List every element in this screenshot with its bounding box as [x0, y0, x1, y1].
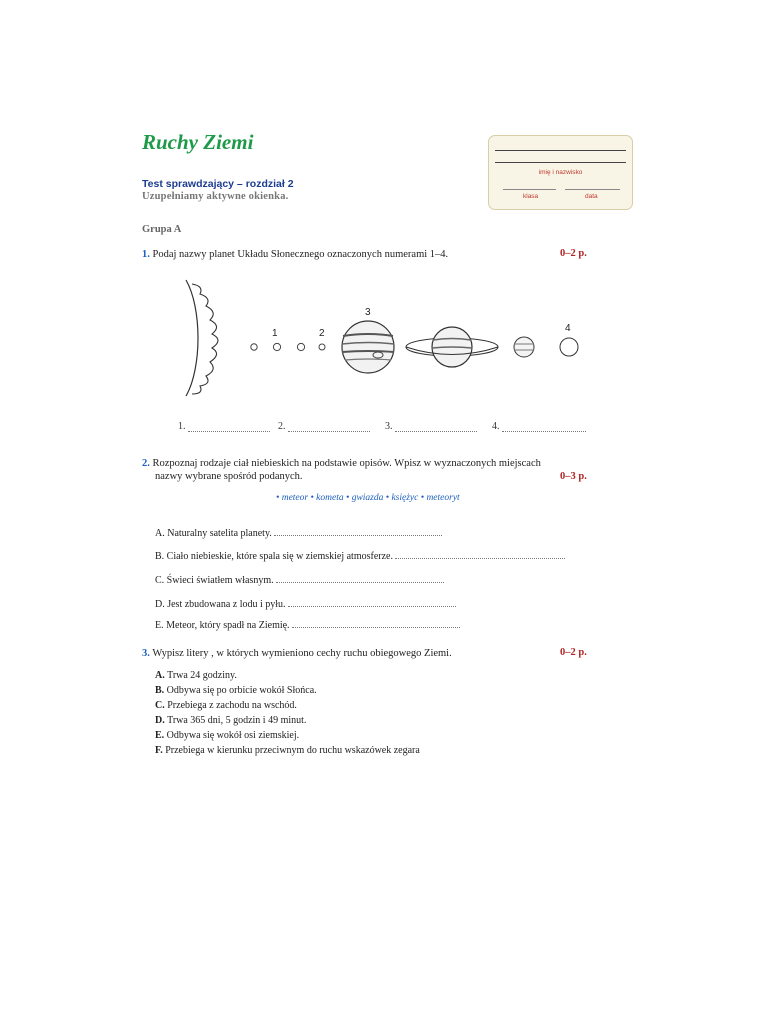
answer-4: [492, 421, 586, 432]
q2-item-c-field[interactable]: [276, 572, 444, 583]
q2-item-a: [155, 525, 442, 539]
group-label: Grupa A: [142, 224, 182, 235]
option-gwiazda: gwiazda: [351, 493, 384, 503]
date-line[interactable]: [565, 189, 620, 190]
option-meteoryt: meteoryt: [426, 493, 460, 503]
q2-item-b: [155, 548, 565, 562]
answer-4-field[interactable]: [502, 421, 586, 432]
question-1-points: 0–2 p.: [560, 248, 587, 259]
q2-item-a-field[interactable]: [274, 525, 442, 536]
page-title: Ruchy Ziemi: [142, 130, 254, 154]
q3-item-f-text: Przebiega w kierunku przeciwnym do ruchu wskazówek zegara: [165, 745, 420, 756]
class-label: klasa: [523, 193, 539, 200]
name-line-2[interactable]: [495, 162, 626, 163]
question-1: [142, 248, 448, 262]
answer-2: [278, 421, 370, 432]
q2-item-b-text: B. Ciało niebieskie, które spala się w ziemskiej atmosferze.: [155, 551, 393, 562]
q3-item-a-text: Trwa 24 godziny.: [167, 670, 237, 681]
question-1-text: Podaj nazwy planet Układu Słonecznego oznaczonych numerami 1–4.: [152, 249, 449, 260]
planet-mars: [319, 344, 325, 350]
q2-item-e: [155, 617, 460, 631]
solar-system-illustration: [170, 278, 600, 398]
planet-label-1: 1: [272, 328, 278, 339]
question-3-number: 3.: [142, 648, 150, 659]
question-2: [142, 457, 541, 471]
planet-saturn: [406, 327, 498, 367]
q3-item-f[interactable]: [155, 745, 420, 756]
q2-item-d-text: D. Jest zbudowana z lodu i pyłu.: [155, 599, 286, 610]
instruction-text: Uzupełniamy aktywne okienka.: [142, 191, 289, 202]
planet-label-3: 3: [365, 307, 371, 318]
word-bank: • meteor • kometa • gwiazda • księżyc • meteoryt: [276, 493, 460, 503]
q3-item-c[interactable]: [155, 700, 297, 711]
planet-label-4: 4: [565, 323, 571, 334]
sun-corona: [192, 284, 218, 394]
question-3-points: 0–2 p.: [560, 647, 587, 658]
q3-item-d[interactable]: [155, 715, 306, 726]
date-label: data: [585, 193, 598, 200]
sun-edge: [186, 280, 198, 396]
answer-1-field[interactable]: [188, 421, 270, 432]
question-2-text-line1: Rozpoznaj rodzaje ciał niebieskich na podstawie opisów. Wpisz w wyznaczonych miejscach: [152, 458, 541, 469]
planet-jupiter: [342, 321, 394, 373]
answer-4-number: 4.: [492, 421, 500, 432]
q2-item-c: [155, 572, 444, 586]
q3-item-a-letter: A.: [155, 670, 165, 681]
q2-item-d: [155, 596, 456, 610]
name-label: imię i nazwisko: [538, 169, 583, 176]
q2-item-e-field[interactable]: [292, 617, 460, 628]
q2-item-a-text: A. Naturalny satelita planety.: [155, 528, 272, 539]
answer-3: [385, 421, 477, 432]
q2-item-b-field[interactable]: [395, 548, 565, 559]
q3-item-d-letter: D.: [155, 715, 165, 726]
answer-3-field[interactable]: [395, 421, 477, 432]
question-2-text-line2: nazwy wybrane spośród podanych.: [155, 471, 303, 482]
planet-venus: [273, 343, 280, 350]
option-kometa: kometa: [316, 493, 344, 503]
q3-item-e-letter: E.: [155, 730, 165, 741]
answer-1-number: 1.: [178, 421, 186, 432]
question-2-points: 0–3 p.: [560, 471, 587, 482]
class-line[interactable]: [503, 189, 556, 190]
q3-item-a[interactable]: [155, 670, 237, 681]
answer-1: [178, 421, 270, 432]
planet-earth: [297, 343, 304, 350]
student-info-box: [488, 135, 633, 210]
q3-item-e-text: Odbywa się wokół osi ziemskiej.: [166, 730, 300, 741]
q3-item-e[interactable]: [155, 730, 299, 741]
question-2-number: 2.: [142, 458, 150, 469]
q3-item-f-letter: F.: [155, 745, 163, 756]
question-3: [142, 647, 452, 661]
q3-item-c-text: Przebiega z zachodu na wschód.: [167, 700, 297, 711]
answer-2-number: 2.: [278, 421, 286, 432]
answer-2-field[interactable]: [288, 421, 370, 432]
answer-3-number: 3.: [385, 421, 393, 432]
planet-mercury: [251, 344, 257, 350]
name-line[interactable]: [495, 150, 626, 151]
q3-item-d-text: Trwa 365 dni, 5 godzin i 49 minut.: [167, 715, 307, 726]
q3-item-b-letter: B.: [155, 685, 165, 696]
question-1-number: 1.: [142, 249, 150, 260]
option-ksiezyc: księżyc: [391, 493, 419, 503]
q3-item-c-letter: C.: [155, 700, 165, 711]
option-meteor: meteor: [281, 493, 309, 503]
test-subtitle: Test sprawdzający – rozdział 2: [142, 178, 294, 190]
planet-label-2: 2: [319, 328, 325, 339]
q2-item-e-text: E. Meteor, który spadł na Ziemię.: [155, 620, 290, 631]
q3-item-b-text: Odbywa się po orbicie wokół Słońca.: [166, 685, 317, 696]
planet-uranus: [514, 337, 534, 357]
question-3-text: Wypisz litery , w których wymieniono cechy ruchu obiegowego Ziemi.: [152, 648, 452, 659]
planet-neptune: [560, 338, 578, 356]
q2-item-d-field[interactable]: [288, 596, 456, 607]
q2-item-c-text: C. Świeci światłem własnym.: [155, 575, 274, 586]
q3-item-b[interactable]: [155, 685, 317, 696]
